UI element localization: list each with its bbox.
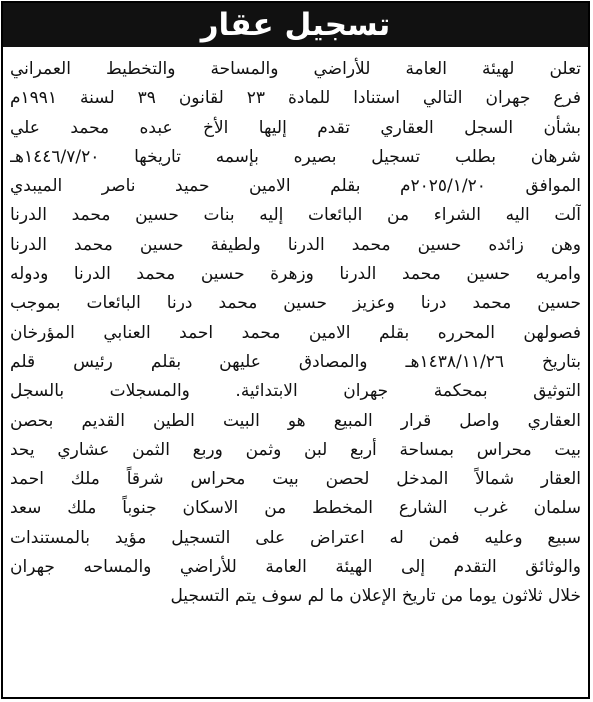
notice-line: شرهان بطلب تسجيل بصيره بإسمه تاريخها ١٤٤٦/٧/٢٠هـ: [10, 146, 581, 167]
notice-line: والوثائق التقدم إلى الهيئة العامة للأراضي والمساحه جهران: [10, 557, 581, 578]
notice-body: [10, 55, 581, 612]
notice-line: آلت اليه الشراء من البائعات إليه بنات حسين محمد الدرنا: [10, 205, 581, 226]
notice-line: وامريه حسين محمد الدرنا وزهرة حسين محمد الدرنا ودوله: [10, 264, 581, 285]
notice-line: فرع جهران التالي استنادا للمادة ٢٣ لقانون ٣٩ لسنة ١٩٩١م: [10, 88, 581, 109]
notice-line: العقار شمالاً المدخل لحصن بيت محراس شرقاً ملك احمد: [10, 469, 581, 490]
notice-line: بتاريخ ١٤٣٨/١١/٢٦هـ والمصادق عليهن بقلم رئيس قلم: [10, 351, 581, 372]
notice-line: سبيع وعليه فمن له اعتراض على التسجيل مؤيد بالمستندات: [10, 527, 581, 548]
notice-line: خلال ثلاثون يوما من تاريخ الإعلان ما لم سوف يتم التسجيل: [170, 586, 581, 607]
notice-line: تعلن لهيئة العامة للأراضي والمساحة والتخطيط العمراني: [10, 59, 581, 79]
notice-line: الموافق ٢٠٢٥/١/٢٠م بقلم الامين حميد ناصر الميبدي: [10, 176, 581, 197]
notice-line: وهن زائده حسين محمد الدرنا ولطيفة حسين محمد الدرنا: [10, 234, 581, 255]
notice-title-bar: [3, 3, 588, 47]
notice-line: العقاري واصل قرار المبيع هو البيت الطين القديم بحصن: [10, 410, 581, 431]
notice-line: التوثيق بمحكمة جهران الابتدائية. والمسجلات بالسجل: [10, 381, 581, 402]
notice-line: فصولهن المحرره بقلم الامين محمد احمد العنابي المؤرخان: [10, 322, 581, 343]
notice-title: تسجيل عقار: [200, 7, 391, 43]
notice-line: بشأن السجل العقاري تقدم إليها الأخ عبده محمد علي: [10, 117, 581, 138]
notice-line: بيت محراس بمساحة أربع لبن وثمن وربع الثمن عشاري يحد: [10, 439, 581, 460]
notice-line: سلمان غرب الشارع المخطط من الاسكان جنوباً ملك سعد: [10, 498, 581, 519]
notice-line: حسين محمد درنا وعزيز حسين محمد درنا البائعات بموجب: [10, 293, 581, 314]
